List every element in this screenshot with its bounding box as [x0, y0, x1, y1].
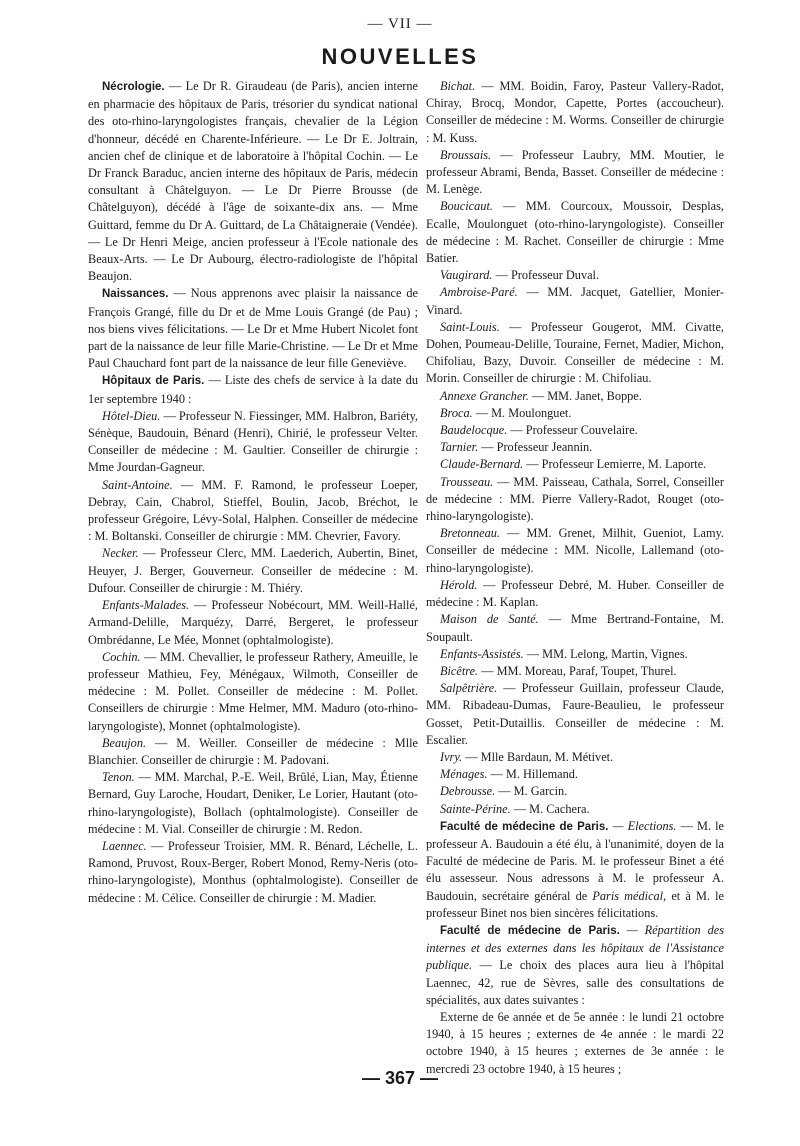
hospital-name: Broca. [440, 405, 473, 420]
service-staff: — M. Cachera. [510, 801, 590, 816]
hospital-name: Bicêtre. [440, 663, 479, 678]
service-staff: — MM. F. Ramond, le professeur Loeper, Debray, Cain, Chabrol, Stieffel, Boulin, Jacob, Bréchot, le professeur Grégoire, Lévy-Solal, Halphen. Conseiller de médecine : M. Boltanski. Conseiller de chirurgie : MM. Chevrier, Favory. [88, 477, 418, 544]
faculte-repartition-heading: Faculté de médecine de Paris. [440, 924, 620, 937]
naissances-paragraph [88, 285, 418, 372]
hospital-name: Ivry. [440, 749, 463, 764]
faculte-elections-subheading: — Elections. [608, 818, 677, 833]
roman-page-number: — VII — [367, 16, 433, 32]
service-entry [426, 611, 724, 645]
service-staff: — Professeur Troisier, MM. R. Bénard, Léchelle, L. Ramond, Pruvost, Roux-Berger, Robert Monod, Remy-Neris (oto-rhino-laryngologiste), Monthus (ophtalmologiste). Conseiller de médecine : M. Célice. Conseiller de chirurgie : M. Madier. [88, 838, 418, 905]
hospital-name: Claude-Bernard. [440, 457, 524, 472]
service-entry [426, 147, 724, 199]
faculte-elections-text-b: , et à M. le professeur Binet nos bien sincères félicitations. [426, 888, 724, 920]
hopitaux-heading: Hôpitaux de Paris. [102, 375, 205, 388]
service-entry [426, 474, 724, 526]
service-staff: — M. Weiller. Conseiller de médecine : Mlle Blanchier. Conseiller de chirurgie : M. Padovani. [88, 735, 418, 767]
hospital-name: Hérold. [440, 577, 478, 592]
hospital-name: Tarnier. [440, 440, 479, 455]
faculte-repartition-text: — Le choix des places aura lieu à l'hôpital Laennec, 42, rue de Sèvres, salle des consultations de spécialités, aux dates suivantes : [426, 958, 724, 1007]
hospital-name: Hôtel-Dieu. [102, 408, 161, 423]
service-staff: — Mme Bertrand-Fontaine, M. Soupault. [426, 612, 724, 644]
hospital-name: Ménages. [440, 767, 488, 782]
service-entry [426, 284, 724, 318]
page-title: NOUVELLES [321, 44, 479, 69]
necrologie-heading: Nécrologie. [102, 81, 165, 93]
service-entry [426, 267, 724, 284]
naissances-heading: Naissances. [102, 288, 169, 301]
hopitaux-text: — Liste des chefs de service à la date du 1er septembre 1940 : [88, 373, 418, 406]
faculte-repartition-dates: Externe de 6e année et de 5e année : le lundi 21 octobre 1940, à 15 heures ; externes de 4e année : le mardi 22 octobre 1940, à 15 heures ; externes de 3e année : le mercredi 23 octobre 1940, à 15 heures ; [426, 1009, 724, 1076]
service-staff: — Professeur Duval. [492, 268, 600, 283]
service-entry [426, 663, 724, 680]
service-staff: — MM. Marchal, P.-E. Weil, Brûlé, Lian, May, Étienne Bernard, Guy Laroche, Houdart, Deniker, Le Lorier, Hautant (oto-rhino-laryngologiste), Bollach (ophtalmologiste). Conseiller de médecine : M. Vial. Conseiller de chirurgie : M. Redon. [88, 770, 418, 836]
hospital-name: Debrousse. [440, 784, 496, 799]
service-entry [88, 477, 418, 546]
service-entry [426, 388, 724, 405]
hospital-name: Maison de Santé. [440, 612, 539, 627]
hospital-name: Cochin. [102, 649, 141, 664]
hospital-name: Enfants-Assistés. [440, 646, 524, 661]
faculte-repartition-paragraph [426, 922, 724, 1009]
service-staff: — MM. Lelong, Martin, Vignes. [523, 646, 688, 661]
service-entry [88, 838, 418, 907]
service-staff: — MM. Boidin, Faroy, Pasteur Vallery-Radot, Chiray, Brocq, Mondor, Capette, Portes (accoucheur). Conseiller de médecine : M. Worms. Conseiller de chirurgie : M. Kuss. [426, 79, 724, 145]
service-entry [426, 319, 724, 388]
service-entry [426, 577, 724, 611]
service-entry [426, 801, 724, 818]
service-entry [426, 749, 724, 766]
service-staff: — Professeur Couvelaire. [507, 423, 638, 438]
hospital-name: Laennec. [102, 838, 147, 853]
service-entry [88, 649, 418, 735]
service-staff: — MM. Chevallier, le professeur Rathery, Ameuille, le professeur Mathieu, Fey, Ménégaux, Wilmoth, Conseiller de médecine : M. Pollet. Conseiller de médecine : M. Pollet. Conseillers de chirurgie : Mme Helmer, MM. Maduro (oto-rhino-laryngologiste), Monnet (ophtalmologiste). [88, 649, 418, 733]
service-staff: — Professeur Guillain, professeur Claude, MM. Ribadeau-Dumas, Faure-Beaulieu, le professeur Gosset, Petit-Dutaillis. Conseiller de médecine : M. Escalier. [426, 681, 724, 747]
service-staff: — MM. Courcoux, Moussoir, Desplas, Ecalle, Moulonguet (oto-rhino-laryngologiste). Conseiller de médecine : M. Rachet. Conseiller de chirurgie : Mme Batier. [426, 199, 724, 266]
service-entry [426, 783, 724, 800]
necrologie-paragraph [88, 78, 418, 285]
right-service-list [426, 78, 724, 818]
hospital-name: Vaugirard. [440, 268, 493, 283]
service-staff: — MM. Paisseau, Cathala, Sorrel, Conseiller de médecine : MM. Pierre Vallery-Radot, Rouget (oto-rhino-laryngologiste). [426, 474, 724, 524]
hospital-name: Enfants-Malades. [102, 598, 190, 613]
hospital-name: Broussais. [440, 147, 492, 162]
service-entry [426, 78, 724, 147]
hospital-name: Bretonneau. [440, 526, 500, 541]
hospital-name: Tenon. [102, 770, 135, 785]
service-staff: — MM. Grenet, Milhit, Gueniot, Lamy. Conseiller de médecine : MM. Nicolle, Lallemand (oto-rhino-laryngologiste). [426, 526, 724, 575]
service-entry [426, 422, 724, 439]
service-staff: — M. Garcin. [495, 784, 568, 799]
service-staff: — M. Hillemand. [487, 767, 578, 782]
service-entry [426, 439, 724, 456]
faculte-repartition-subheading: — Répartition des internes et des externes dans les hôpitaux de l'Assistance publique. [426, 922, 724, 973]
hospital-name: Salpêtrière. [440, 681, 498, 696]
hospital-name: Ambroise-Paré. [440, 285, 518, 300]
service-staff: — Mlle Bardaun, M. Métivet. [462, 749, 614, 764]
service-entry [426, 766, 724, 783]
left-service-list [88, 408, 418, 907]
right-column [426, 78, 724, 1078]
service-staff: — MM. Moreau, Paraf, Toupet, Thurel. [478, 663, 677, 678]
service-staff: — Professeur Jeannin. [478, 440, 593, 455]
page-number: — 367 — [361, 1068, 439, 1088]
service-entry [88, 545, 418, 597]
service-staff: — Professeur Gougerot, MM. Civatte, Dohen, Poumeau-Delille, Touraine, Fernet, Madier, Michon, Chifoliau, Bazy, Duvoir. Conseiller de médecine : M. Morin. Conseiller de chirurgie : M. Chifoliau. [426, 319, 724, 386]
faculte-elections-paragraph [426, 818, 724, 922]
hospital-name: Annexe Grancher. [440, 388, 529, 403]
service-staff: — Professeur Laubry, MM. Moutier, le professeur Abrami, Benda, Basset. Conseiller de médecine : M. Lenège. [426, 147, 724, 197]
service-entry [88, 408, 418, 477]
naissances-text: — Nous apprenons avec plaisir la naissance de François Grangé, fille du Dr et de Mme Louis Grangé (de Pau) ; nos biens vives félicitations. — Le Dr et Mme Hubert Nicolet font part de la naissance de leur fille Marie-Christine. — Le Dr et Mme Paul Chauchard font part de la naissance de leur fille Geneviève. [88, 286, 418, 371]
service-entry [426, 525, 724, 577]
service-staff: — M. Moulonguet. [472, 405, 572, 420]
hospital-name: Trousseau. [440, 474, 494, 489]
service-entry [426, 198, 724, 267]
necrologie-text: — Le Dr R. Giraudeau (de Paris), ancien interne en pharmacie des hôpitaux de Paris, trésorier du syndicat national des oto-rhino-laryngologistes français, chevalier de la Légion d'honneur, décédé en Charente-Inférieure. — Le Dr E. Joltrain, ancien chef de clinique et de laboratoire à l'hôpital Cochin. — Le Dr Franck Baraduc, ancien interne des hôpitaux de Paris, médecin consultant à Châtelguyon. — Le Dr Pierre Brousse (de Châtelguyon), décédé à l'âge de soixante-dix ans. — Mme Guittard, femme du Dr A. Guittard, de La Châtaigneraie (Vendée). — Le Dr Henri Meige, ancien professeur à l'Ecole nationale des Beaux-Arts. — Le Dr Aubourg, électro-radiologiste de l'hôpital Beaujon. [88, 79, 418, 284]
journal-name: Paris médical [592, 888, 664, 903]
faculte-elections-heading: Faculté de médecine de Paris. [440, 820, 609, 833]
service-staff: — Professeur Nobécourt, MM. Weill-Hallé, Armand-Delille, Marquézy, Darré, Bergeret, le professeur Ombrédanne, Le Mée, Monnet (ophtalmologiste). [88, 598, 418, 647]
service-staff: — Professeur Clerc, MM. Laederich, Aubertin, Binet, Heuyer, J. Berger, Gouverneur. Conseiller de médecine : M. Dufour. Conseiller de chirurgie : M. Thiéry. [88, 546, 418, 595]
hospital-name: Baudelocque. [440, 423, 508, 438]
hopitaux-paragraph [88, 372, 418, 407]
hospital-name: Bichat. [440, 79, 476, 93]
service-entry [426, 456, 724, 473]
service-staff: — MM. Jacquet, Gatellier, Monier-Vinard. [426, 285, 724, 317]
service-staff: — Professeur Debré, M. Huber. Conseiller de médecine : M. Kaplan. [426, 577, 724, 610]
service-staff: — MM. Janet, Boppe. [528, 388, 642, 403]
service-entry [88, 735, 418, 769]
service-staff: — Professeur N. Fiessinger, MM. Halbron, Bariéty, Sénèque, Baudouin, Bénard (Henri), Chirié, le professeur Velter. Conseiller de médecine : M. Gaultier. Conseiller de chirurgie : Mme Jourdan-Gagneur. [88, 408, 418, 475]
service-staff: — Professeur Lemierre, M. Laporte. [523, 457, 707, 472]
service-entry [426, 680, 724, 749]
service-entry [88, 769, 418, 838]
hospital-name: Beaujon. [102, 735, 147, 750]
service-entry [426, 646, 724, 663]
left-column [88, 78, 418, 907]
hospital-name: Boucicaut. [440, 199, 493, 214]
hospital-name: Sainte-Périne. [440, 801, 511, 816]
service-entry [426, 405, 724, 422]
hospital-name: Necker. [102, 546, 139, 561]
service-entry [88, 597, 418, 649]
hospital-name: Saint-Antoine. [102, 477, 173, 492]
faculte-elections-text-a: — M. le professeur A. Baudouin a été élu, à l'unanimité, doyen de la Faculté de médecine de Paris. M. le professeur Binet a été élu assesseur. Nous adressons à M. le professeur A. Baudouin, secrétaire général de [426, 818, 725, 903]
hospital-name: Saint-Louis. [440, 319, 500, 334]
